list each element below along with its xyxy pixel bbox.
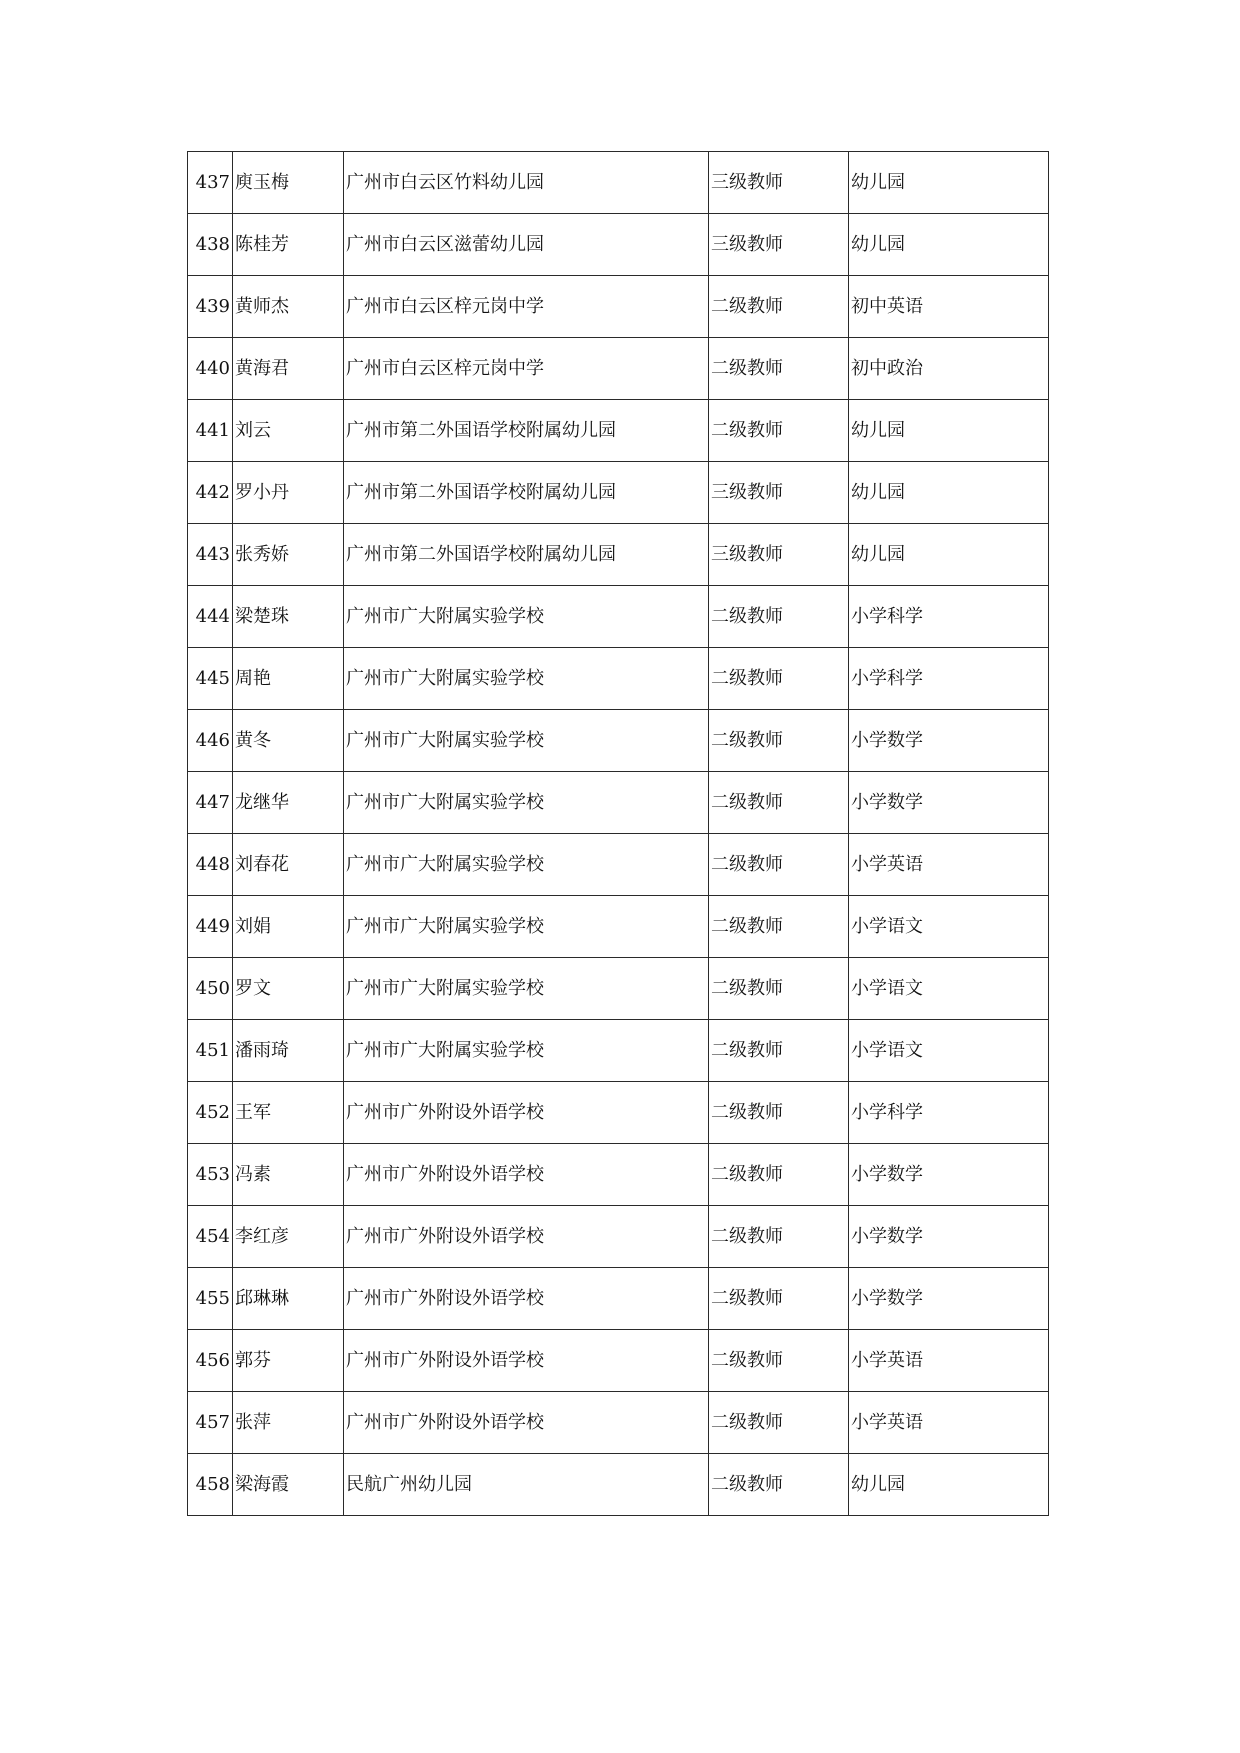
subject-cell: 初中政治 (849, 338, 1049, 400)
table-row (188, 1330, 1049, 1392)
teacher-rank-cell: 二级教师 (709, 958, 849, 1020)
teacher-rank-cell: 二级教师 (709, 1020, 849, 1082)
table-row (188, 1020, 1049, 1082)
subject-cell: 小学语文 (849, 1020, 1049, 1082)
teacher-rank-cell: 二级教师 (709, 338, 849, 400)
row-number-cell: 444 (188, 586, 233, 648)
subject-cell: 小学语文 (849, 958, 1049, 1020)
teacher-name-cell: 张萍 (233, 1392, 344, 1454)
school-name-cell: 广州市广大附属实验学校 (344, 710, 709, 772)
row-number-cell: 438 (188, 214, 233, 276)
teacher-rank-cell: 二级教师 (709, 772, 849, 834)
school-name-cell: 广州市广大附属实验学校 (344, 958, 709, 1020)
table-row (188, 152, 1049, 214)
row-number-cell: 452 (188, 1082, 233, 1144)
row-number-cell: 450 (188, 958, 233, 1020)
teacher-rank-cell: 二级教师 (709, 276, 849, 338)
teacher-name-cell: 梁海霞 (233, 1454, 344, 1516)
school-name-cell: 广州市广外附设外语学校 (344, 1330, 709, 1392)
teacher-rank-cell: 二级教师 (709, 1082, 849, 1144)
teacher-rank-cell: 二级教师 (709, 896, 849, 958)
teacher-name-cell: 罗文 (233, 958, 344, 1020)
table-row (188, 710, 1049, 772)
teacher-name-cell: 刘娟 (233, 896, 344, 958)
row-number-cell: 442 (188, 462, 233, 524)
table-row (188, 958, 1049, 1020)
table-row (188, 1082, 1049, 1144)
teacher-name-cell: 邱琳琳 (233, 1268, 344, 1330)
teacher-name-cell: 黄海君 (233, 338, 344, 400)
row-number-cell: 448 (188, 834, 233, 896)
school-name-cell: 广州市白云区滋蕾幼儿园 (344, 214, 709, 276)
teacher-name-cell: 罗小丹 (233, 462, 344, 524)
subject-cell: 小学英语 (849, 1392, 1049, 1454)
row-number-cell: 445 (188, 648, 233, 710)
subject-cell: 幼儿园 (849, 214, 1049, 276)
teacher-name-cell: 李红彦 (233, 1206, 344, 1268)
teacher-rank-cell: 二级教师 (709, 1268, 849, 1330)
table-row (188, 1392, 1049, 1454)
teacher-rank-cell: 三级教师 (709, 152, 849, 214)
teacher-name-cell: 刘云 (233, 400, 344, 462)
school-name-cell: 广州市广大附属实验学校 (344, 772, 709, 834)
teacher-rank-cell: 三级教师 (709, 524, 849, 586)
row-number-cell: 451 (188, 1020, 233, 1082)
teacher-name-cell: 王军 (233, 1082, 344, 1144)
teacher-rank-cell: 二级教师 (709, 586, 849, 648)
row-number-cell: 447 (188, 772, 233, 834)
teacher-rank-cell: 二级教师 (709, 648, 849, 710)
table-row (188, 1268, 1049, 1330)
teacher-rank-cell: 三级教师 (709, 214, 849, 276)
teacher-rank-cell: 二级教师 (709, 710, 849, 772)
teacher-name-cell: 黄冬 (233, 710, 344, 772)
table-row (188, 524, 1049, 586)
table-row (188, 214, 1049, 276)
teacher-name-cell: 龙继华 (233, 772, 344, 834)
row-number-cell: 437 (188, 152, 233, 214)
teacher-name-cell: 冯素 (233, 1144, 344, 1206)
school-name-cell: 广州市广外附设外语学校 (344, 1144, 709, 1206)
table-row (188, 1144, 1049, 1206)
teacher-rank-cell: 三级教师 (709, 462, 849, 524)
table-row (188, 586, 1049, 648)
table-row (188, 772, 1049, 834)
school-name-cell: 广州市广外附设外语学校 (344, 1392, 709, 1454)
row-number-cell: 449 (188, 896, 233, 958)
roster-table-body (188, 152, 1049, 1516)
teacher-roster-table (187, 151, 1049, 1516)
school-name-cell: 广州市广外附设外语学校 (344, 1268, 709, 1330)
teacher-name-cell: 刘春花 (233, 834, 344, 896)
subject-cell: 幼儿园 (849, 524, 1049, 586)
subject-cell: 小学数学 (849, 1206, 1049, 1268)
teacher-name-cell: 黄师杰 (233, 276, 344, 338)
school-name-cell: 广州市广大附属实验学校 (344, 648, 709, 710)
school-name-cell: 广州市第二外国语学校附属幼儿园 (344, 462, 709, 524)
table-row (188, 400, 1049, 462)
school-name-cell: 广州市广大附属实验学校 (344, 586, 709, 648)
row-number-cell: 439 (188, 276, 233, 338)
teacher-rank-cell: 二级教师 (709, 834, 849, 896)
teacher-rank-cell: 二级教师 (709, 1454, 849, 1516)
subject-cell: 小学数学 (849, 710, 1049, 772)
teacher-name-cell: 郭芬 (233, 1330, 344, 1392)
school-name-cell: 广州市广大附属实验学校 (344, 896, 709, 958)
table-row (188, 1206, 1049, 1268)
subject-cell: 小学数学 (849, 772, 1049, 834)
teacher-name-cell: 张秀娇 (233, 524, 344, 586)
school-name-cell: 广州市广外附设外语学校 (344, 1082, 709, 1144)
subject-cell: 小学数学 (849, 1144, 1049, 1206)
table-row (188, 338, 1049, 400)
subject-cell: 小学英语 (849, 1330, 1049, 1392)
table-row (188, 1454, 1049, 1516)
table-row (188, 834, 1049, 896)
subject-cell: 初中英语 (849, 276, 1049, 338)
teacher-name-cell: 周艳 (233, 648, 344, 710)
school-name-cell: 民航广州幼儿园 (344, 1454, 709, 1516)
subject-cell: 小学科学 (849, 648, 1049, 710)
row-number-cell: 456 (188, 1330, 233, 1392)
table-row (188, 276, 1049, 338)
teacher-name-cell: 梁楚珠 (233, 586, 344, 648)
subject-cell: 幼儿园 (849, 462, 1049, 524)
table-row (188, 648, 1049, 710)
row-number-cell: 454 (188, 1206, 233, 1268)
row-number-cell: 455 (188, 1268, 233, 1330)
row-number-cell: 441 (188, 400, 233, 462)
row-number-cell: 453 (188, 1144, 233, 1206)
school-name-cell: 广州市广外附设外语学校 (344, 1206, 709, 1268)
table-row (188, 896, 1049, 958)
row-number-cell: 440 (188, 338, 233, 400)
school-name-cell: 广州市第二外国语学校附属幼儿园 (344, 524, 709, 586)
teacher-name-cell: 陈桂芳 (233, 214, 344, 276)
school-name-cell: 广州市白云区竹料幼儿园 (344, 152, 709, 214)
teacher-rank-cell: 二级教师 (709, 1330, 849, 1392)
teacher-name-cell: 潘雨琦 (233, 1020, 344, 1082)
row-number-cell: 443 (188, 524, 233, 586)
subject-cell: 小学语文 (849, 896, 1049, 958)
school-name-cell: 广州市第二外国语学校附属幼儿园 (344, 400, 709, 462)
table-row (188, 462, 1049, 524)
subject-cell: 幼儿园 (849, 152, 1049, 214)
subject-cell: 幼儿园 (849, 400, 1049, 462)
row-number-cell: 458 (188, 1454, 233, 1516)
row-number-cell: 446 (188, 710, 233, 772)
subject-cell: 小学数学 (849, 1268, 1049, 1330)
subject-cell: 幼儿园 (849, 1454, 1049, 1516)
teacher-rank-cell: 二级教师 (709, 1392, 849, 1454)
teacher-rank-cell: 二级教师 (709, 400, 849, 462)
teacher-rank-cell: 二级教师 (709, 1206, 849, 1268)
subject-cell: 小学科学 (849, 1082, 1049, 1144)
row-number-cell: 457 (188, 1392, 233, 1454)
teacher-name-cell: 庾玉梅 (233, 152, 344, 214)
teacher-rank-cell: 二级教师 (709, 1144, 849, 1206)
subject-cell: 小学科学 (849, 586, 1049, 648)
school-name-cell: 广州市广大附属实验学校 (344, 1020, 709, 1082)
school-name-cell: 广州市广大附属实验学校 (344, 834, 709, 896)
school-name-cell: 广州市白云区梓元岗中学 (344, 276, 709, 338)
subject-cell: 小学英语 (849, 834, 1049, 896)
school-name-cell: 广州市白云区梓元岗中学 (344, 338, 709, 400)
